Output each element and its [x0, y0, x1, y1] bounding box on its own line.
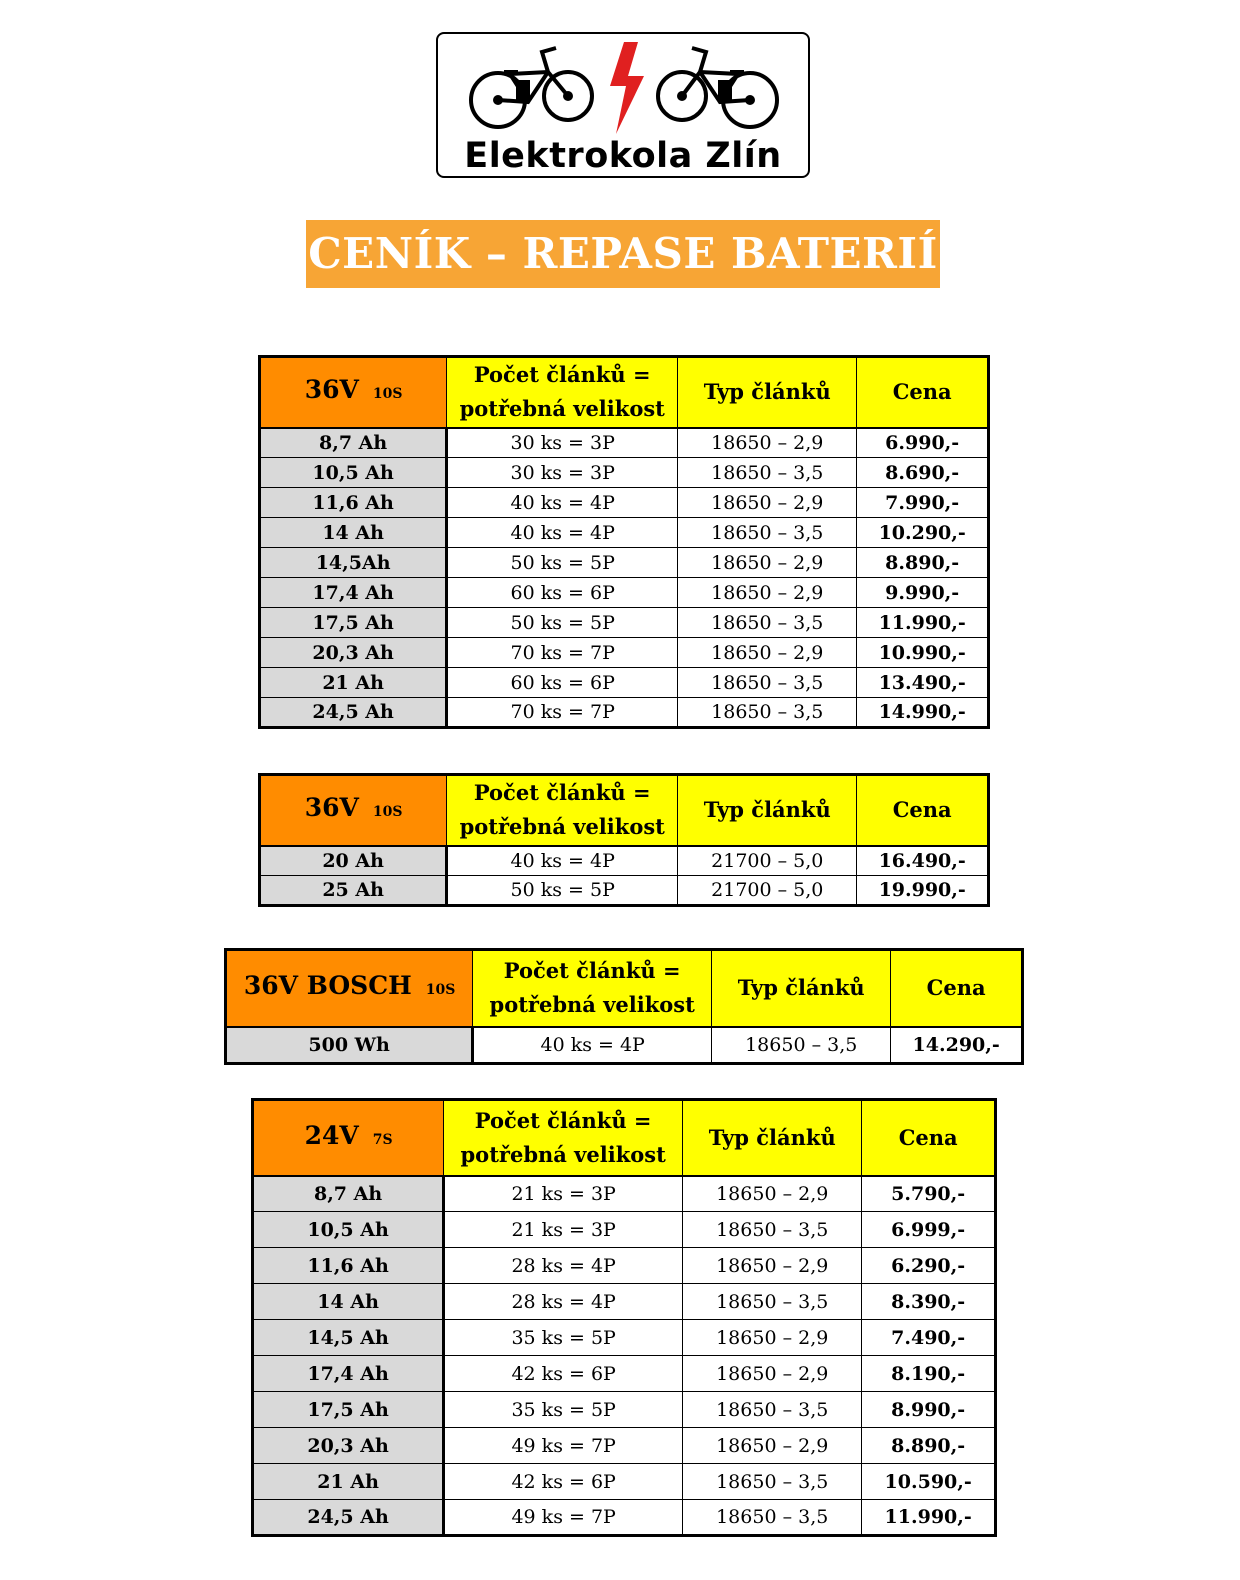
cell-count-cell: 21 ks = 3P: [444, 1212, 683, 1248]
cell-count-cell: 42 ks = 6P: [444, 1356, 683, 1392]
cell-count-cell: 60 ks = 6P: [447, 668, 678, 698]
cell-type-cell: 18650 – 3,5: [683, 1464, 862, 1500]
cell-count-cell: 21 ks = 3P: [444, 1176, 683, 1212]
capacity-cell: 14,5 Ah: [253, 1320, 444, 1356]
capacity-cell: 10,5 Ah: [253, 1212, 444, 1248]
price-cell: 10.290,-: [857, 518, 989, 548]
capacity-cell: 24,5 Ah: [260, 698, 447, 728]
price-cell: 8.990,-: [862, 1392, 996, 1428]
cell-type-cell: 18650 – 3,5: [678, 698, 857, 728]
cell-type-cell: 18650 – 3,5: [678, 458, 857, 488]
table-row: [260, 428, 989, 458]
cell-count-cell: 28 ks = 4P: [444, 1248, 683, 1284]
logo-text: Elektrokola Zlín: [464, 136, 782, 176]
voltage-header: 36V 10S: [260, 775, 447, 846]
price-cell: 11.990,-: [862, 1500, 996, 1536]
cell-type-cell: 18650 – 2,9: [683, 1248, 862, 1284]
table-row: [260, 698, 989, 728]
price-cell: 7.490,-: [862, 1320, 996, 1356]
cell-count-cell: 60 ks = 6P: [447, 578, 678, 608]
type-header: Typ článků: [678, 357, 857, 428]
cell-count-cell: 35 ks = 5P: [444, 1392, 683, 1428]
voltage-header: 36V 10S: [260, 357, 447, 428]
table-row: [253, 1284, 996, 1320]
table-row: [253, 1176, 996, 1212]
cell-type-cell: 18650 – 2,9: [678, 578, 857, 608]
capacity-cell: 21 Ah: [260, 668, 447, 698]
table-row: [253, 1356, 996, 1392]
capacity-cell: 24,5 Ah: [253, 1500, 444, 1536]
table-row: [226, 1027, 1023, 1064]
capacity-cell: 20,3 Ah: [260, 638, 447, 668]
table-row: [260, 488, 989, 518]
table-row: [260, 578, 989, 608]
cell-type-cell: 18650 – 3,5: [678, 518, 857, 548]
capacity-cell: 11,6 Ah: [260, 488, 447, 518]
capacity-cell: 10,5 Ah: [260, 458, 447, 488]
price-table-24v: [251, 1098, 997, 1537]
voltage-header: 24V 7S: [253, 1100, 444, 1176]
price-cell: 7.990,-: [857, 488, 989, 518]
price-header: Cena: [891, 950, 1023, 1027]
price-header: Cena: [857, 357, 989, 428]
capacity-cell: 14 Ah: [260, 518, 447, 548]
cell-count-cell: 40 ks = 4P: [473, 1027, 712, 1064]
cell-count-cell: 40 ks = 4P: [447, 846, 678, 876]
capacity-cell: 500 Wh: [226, 1027, 473, 1064]
cell-count-cell: 49 ks = 7P: [444, 1428, 683, 1464]
capacity-cell: 17,5 Ah: [253, 1392, 444, 1428]
cell-type-cell: 18650 – 3,5: [683, 1392, 862, 1428]
price-cell: 5.790,-: [862, 1176, 996, 1212]
capacity-cell: 11,6 Ah: [253, 1248, 444, 1284]
voltage-header: 36V BOSCH 10S: [226, 950, 473, 1027]
type-header: Typ článků: [712, 950, 891, 1027]
cell-count-cell: 50 ks = 5P: [447, 876, 678, 906]
page-title: CENÍK – REPASE BATERIÍ: [306, 220, 940, 288]
table-row: [260, 608, 989, 638]
cell-type-cell: 18650 – 3,5: [683, 1500, 862, 1536]
price-header: Cena: [862, 1100, 996, 1176]
type-header: Typ článků: [678, 775, 857, 846]
cell-type-cell: 18650 – 3,5: [683, 1284, 862, 1320]
capacity-cell: 17,4 Ah: [253, 1356, 444, 1392]
price-table-36v: [258, 355, 990, 729]
cells-header: Počet článků = potřebná velikost: [473, 950, 712, 1027]
price-cell: 6.290,-: [862, 1248, 996, 1284]
type-header: Typ článků: [683, 1100, 862, 1176]
cell-type-cell: 21700 – 5,0: [678, 876, 857, 906]
capacity-cell: 17,5 Ah: [260, 608, 447, 638]
cell-type-cell: 18650 – 3,5: [683, 1212, 862, 1248]
price-cell: 14.990,-: [857, 698, 989, 728]
price-cell: 9.990,-: [857, 578, 989, 608]
cell-type-cell: 18650 – 2,9: [678, 488, 857, 518]
cell-type-cell: 21700 – 5,0: [678, 846, 857, 876]
cell-count-cell: 40 ks = 4P: [447, 518, 678, 548]
capacity-cell: 21 Ah: [253, 1464, 444, 1500]
capacity-cell: 14,5Ah: [260, 548, 447, 578]
price-cell: 8.190,-: [862, 1356, 996, 1392]
table-row: [260, 876, 989, 906]
cell-type-cell: 18650 – 2,9: [683, 1428, 862, 1464]
table-row: [253, 1320, 996, 1356]
price-cell: 6.999,-: [862, 1212, 996, 1248]
price-cell: 11.990,-: [857, 608, 989, 638]
table-row: [253, 1248, 996, 1284]
price-cell: 8.890,-: [857, 548, 989, 578]
price-cell: 10.990,-: [857, 638, 989, 668]
cell-type-cell: 18650 – 3,5: [712, 1027, 891, 1064]
table-row: [260, 458, 989, 488]
table-row: [253, 1392, 996, 1428]
cell-count-cell: 42 ks = 6P: [444, 1464, 683, 1500]
cell-count-cell: 70 ks = 7P: [447, 698, 678, 728]
cell-count-cell: 70 ks = 7P: [447, 638, 678, 668]
price-cell: 8.390,-: [862, 1284, 996, 1320]
capacity-cell: 8,7 Ah: [253, 1176, 444, 1212]
table-row: [253, 1212, 996, 1248]
capacity-cell: 20 Ah: [260, 846, 447, 876]
cell-count-cell: 30 ks = 3P: [447, 428, 678, 458]
cell-count-cell: 28 ks = 4P: [444, 1284, 683, 1320]
price-table-36v-21700: [258, 773, 990, 907]
cell-count-cell: 30 ks = 3P: [447, 458, 678, 488]
capacity-cell: 17,4 Ah: [260, 578, 447, 608]
cell-type-cell: 18650 – 2,9: [683, 1320, 862, 1356]
cell-type-cell: 18650 – 2,9: [678, 548, 857, 578]
cell-count-cell: 35 ks = 5P: [444, 1320, 683, 1356]
cell-count-cell: 40 ks = 4P: [447, 488, 678, 518]
table-row: [260, 548, 989, 578]
price-cell: 6.990,-: [857, 428, 989, 458]
price-cell: 8.890,-: [862, 1428, 996, 1464]
cell-type-cell: 18650 – 2,9: [683, 1356, 862, 1392]
price-cell: 19.990,-: [857, 876, 989, 906]
price-cell: 14.290,-: [891, 1027, 1023, 1064]
cell-type-cell: 18650 – 2,9: [678, 428, 857, 458]
cell-type-cell: 18650 – 2,9: [678, 638, 857, 668]
price-header: Cena: [857, 775, 989, 846]
capacity-cell: 8,7 Ah: [260, 428, 447, 458]
price-cell: 10.590,-: [862, 1464, 996, 1500]
price-table-36v-bosch: [224, 948, 1024, 1065]
cell-type-cell: 18650 – 3,5: [678, 668, 857, 698]
cell-count-cell: 50 ks = 5P: [447, 608, 678, 638]
cell-type-cell: 18650 – 3,5: [678, 608, 857, 638]
table-row: [260, 668, 989, 698]
cells-header: Počet článků = potřebná velikost: [444, 1100, 683, 1176]
table-row: [253, 1464, 996, 1500]
table-row: [260, 518, 989, 548]
table-row: [260, 638, 989, 668]
capacity-cell: 25 Ah: [260, 876, 447, 906]
cells-header: Počet článků = potřebná velikost: [447, 357, 678, 428]
table-row: [253, 1428, 996, 1464]
bicycle-lightning-icon: [438, 34, 808, 144]
table-row: [260, 846, 989, 876]
price-cell: 16.490,-: [857, 846, 989, 876]
price-cell: 13.490,-: [857, 668, 989, 698]
price-cell: 8.690,-: [857, 458, 989, 488]
logo: [436, 32, 810, 178]
cell-count-cell: 50 ks = 5P: [447, 548, 678, 578]
capacity-cell: 14 Ah: [253, 1284, 444, 1320]
capacity-cell: 20,3 Ah: [253, 1428, 444, 1464]
cells-header: Počet článků = potřebná velikost: [447, 775, 678, 846]
table-row: [253, 1500, 996, 1536]
cell-type-cell: 18650 – 2,9: [683, 1176, 862, 1212]
cell-count-cell: 49 ks = 7P: [444, 1500, 683, 1536]
